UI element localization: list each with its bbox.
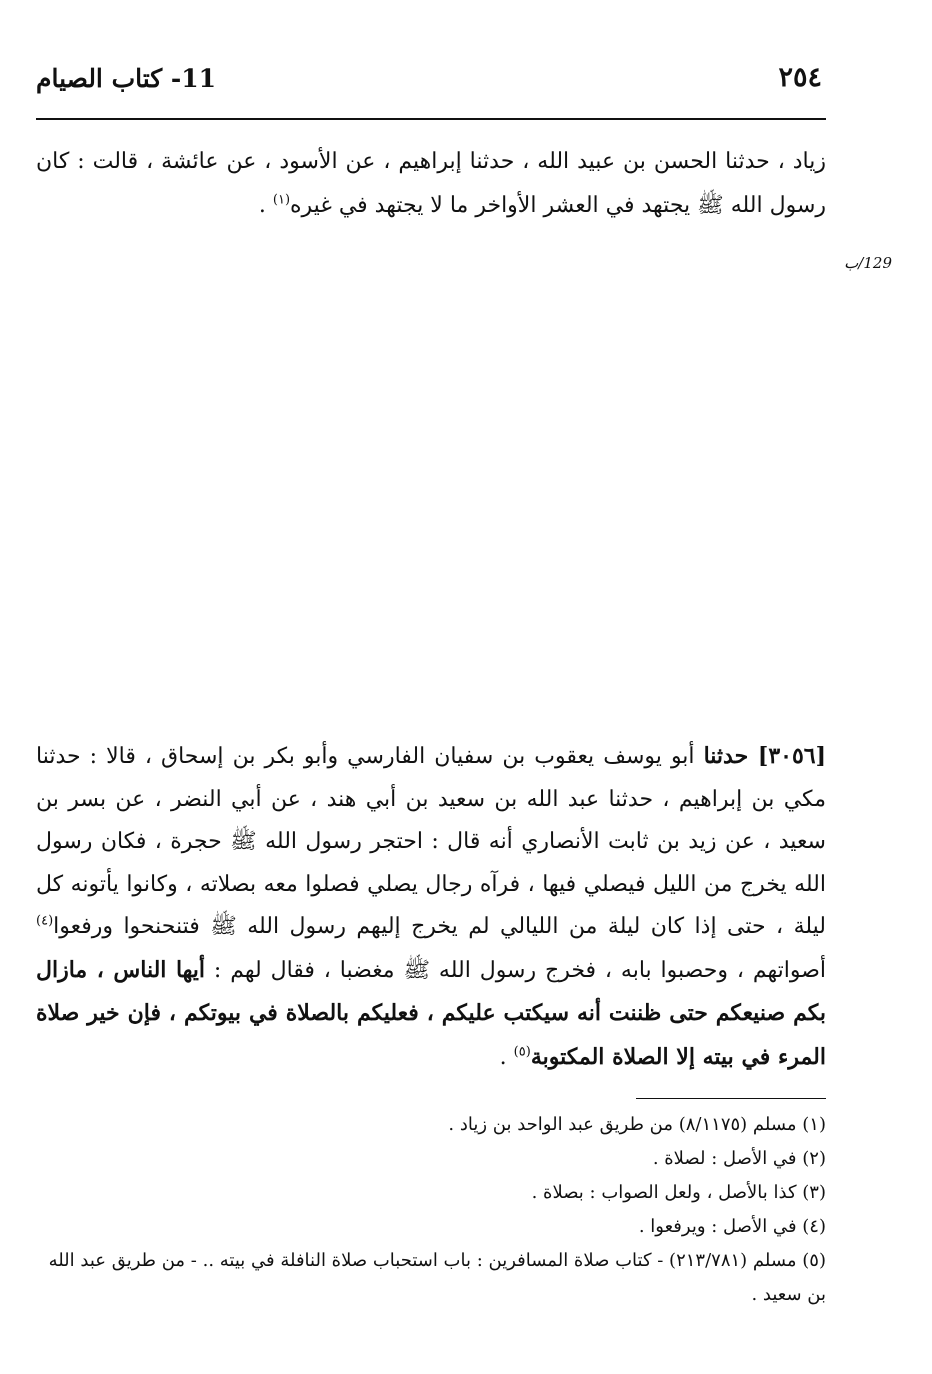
running-header-chapter: 11- كتاب الصيام — [36, 64, 217, 93]
footnote-marker-1: (١) — [272, 192, 291, 208]
footnote: (٣) كذا بالأصل ، ولعل الصواب : بصلاة . — [531, 1182, 826, 1203]
footnote-marker-5: (٥) — [513, 1044, 531, 1060]
intro-end: . — [258, 193, 273, 218]
manuscript-folio-note: 129/ب — [844, 254, 892, 272]
footnote-marker-4: (٤) — [36, 913, 54, 929]
header-divider — [36, 118, 826, 120]
hadith-end: . — [499, 1044, 514, 1070]
hadith-quote: أيها الناس ، مازال بكم صنيعكم حتى ظننت أنه سيكتب عليكم ، فعليكم بالصلاة في بيوتكم ، فإن خير صلاة المرء في بيته إلا الصلاة المكتوبة — [36, 956, 826, 1070]
intro-text: زياد ، حدثنا الحسن بن عبيد الله ، حدثنا إبراهيم ، عن الأسود ، عن عائشة ، قالت : كان رسول الله ﷺ يجتهد في العشر الأواخر ما لا يجتهد في غيره — [36, 149, 826, 218]
footnote-divider — [636, 1098, 826, 1099]
intro-paragraph — [36, 140, 826, 228]
footnote: (٤) في الأصل : ويرفعوا . — [638, 1216, 826, 1237]
footnote: (٢) في الأصل : لصلاة . — [652, 1148, 826, 1169]
page-number: ٢٥٤ — [778, 62, 822, 93]
hadith-text: أصواتهم ، وحصبوا بابه ، فخرج رسول الله ﷺ مغضبا ، فقال لهم : — [205, 957, 826, 983]
hadith-paragraph — [36, 735, 826, 1079]
footnote: (١) مسلم (٨/١١٧٥) من طريق عبد الواحد بن زياد . — [448, 1114, 826, 1135]
hadith-lead: حدثنا — [703, 743, 758, 769]
hadith-text: أبو يوسف يعقوب بن سفيان الفارسي وأبو بكر بن إسحاق ، قالا : حدثنا مكي بن إبراهيم ، حدثنا عبد الله بن سعيد بن أبي هند ، عن أبي النضر ، عن بسر بن سعيد ، عن زيد بن ثابت الأنصاري أنه قال : احتجر رسول الله ﷺ حجرة ، فكان رسول الله يخرج من الليل فيصلي فيها ، فرآه رجال يصلي فصلوا معه بصلاته ، وكانوا يأتونه كل ليلة ، حتى إذا كان ليلة من الليالي لم يخرج إليهم رسول الله ﷺ فتنحنحوا ورفعوا — [36, 744, 826, 939]
footnote: (٥) مسلم (٢١٣/٧٨١) - كتاب صلاة المسافرين : باب استحباب صلاة النافلة في بيته .. - من طريق عبد الله بن سعيد . — [48, 1250, 826, 1305]
footnotes — [36, 1108, 826, 1312]
hadith-number: [٣٠٥٦] — [757, 743, 826, 769]
